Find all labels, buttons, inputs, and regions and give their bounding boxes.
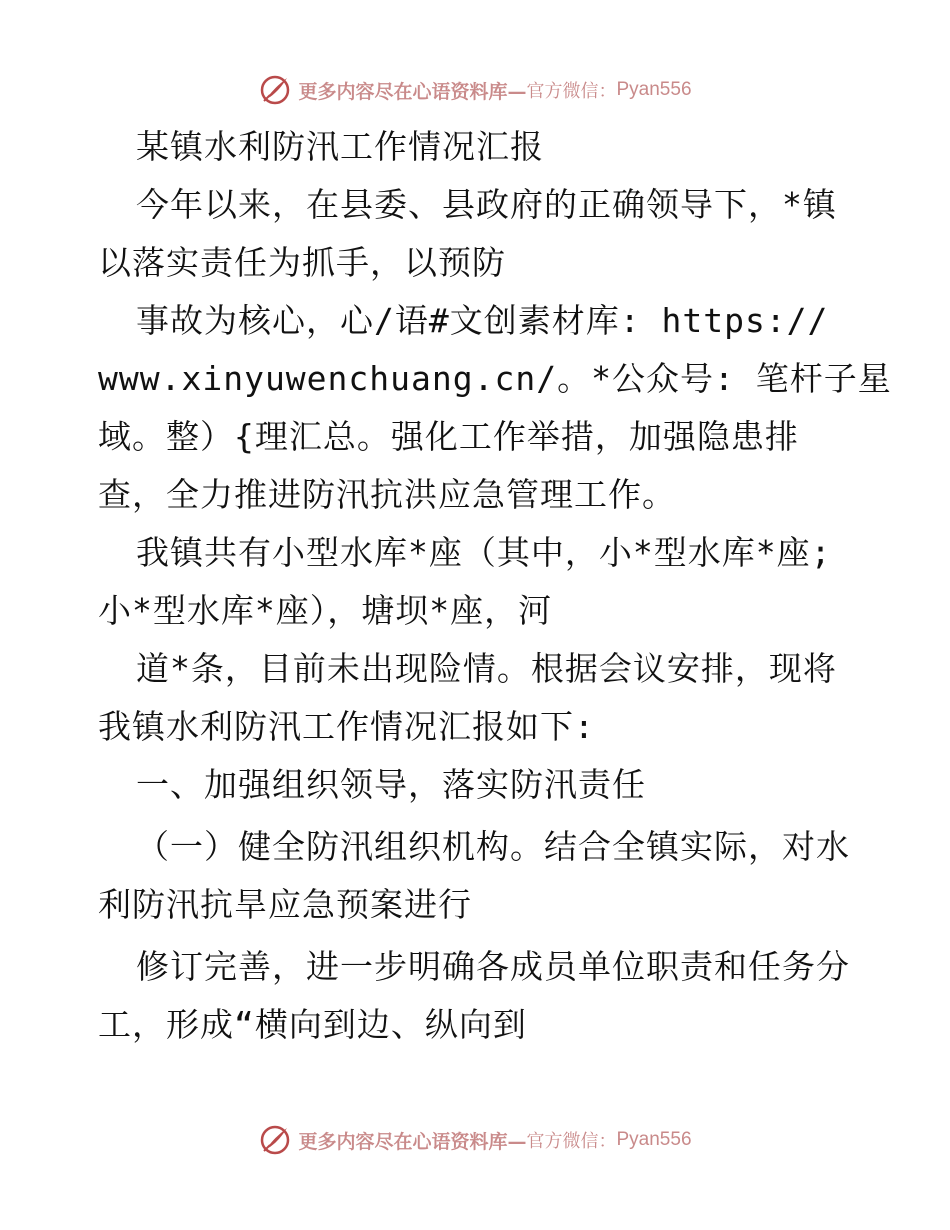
section-heading: 一、加强组织领导，落实防汛责任 (136, 765, 646, 804)
paragraph-line: 小*型水库*座），塘坝*座，河 (98, 591, 553, 630)
paragraph-line: 事故为核心，心/语#文创素材库: https:// (136, 301, 829, 340)
document-title: 某镇水利防汛工作情况汇报 (136, 127, 544, 166)
paragraph-line: www.xinyuwenchuang.cn/。*公众号: 笔杆子星 (98, 359, 892, 398)
feather-pen-logo-icon (258, 1123, 292, 1157)
watermark-text: 更多内容尽在心语资料库— (298, 80, 527, 103)
watermark-wechat-id: Pyan556 (616, 79, 692, 100)
watermark-wechat-label: 官方微信： (526, 1131, 617, 1152)
watermark-header (0, 70, 950, 110)
paragraph-line: 修订完善，进一步明确各成员单位职责和任务分 (136, 947, 850, 986)
paragraph-line: 域。整）{理汇总。强化工作举措，加强隐患排 (98, 417, 799, 456)
watermark-text: 更多内容尽在心语资料库— (298, 1130, 527, 1153)
feather-pen-logo-icon (258, 73, 292, 107)
paragraph-line: 查，全力推进防汛抗洪应急管理工作。 (98, 475, 676, 514)
watermark-wechat-label: 官方微信： (526, 81, 617, 102)
paragraph-line: 道*条，目前未出现险情。根据会议安排，现将 (136, 649, 837, 688)
paragraph-line: 我镇共有小型水库*座（其中，小*型水库*座; (136, 533, 832, 572)
paragraph-line: 利防汛抗旱应急预案进行 (98, 885, 472, 924)
paragraph-line: （一）健全防汛组织机构。结合全镇实际，对水 (136, 827, 850, 866)
paragraph-line: 今年以来，在县委、县政府的正确领导下，*镇 (136, 185, 837, 224)
paragraph-line: 我镇水利防汛工作情况汇报如下: (98, 707, 595, 746)
paragraph-line: 工，形成“横向到边、纵向到 (98, 1005, 527, 1044)
paragraph-line: 以落实责任为抓手，以预防 (98, 243, 506, 282)
watermark-wechat-id: Pyan556 (616, 1129, 692, 1150)
watermark-footer (0, 1120, 950, 1160)
